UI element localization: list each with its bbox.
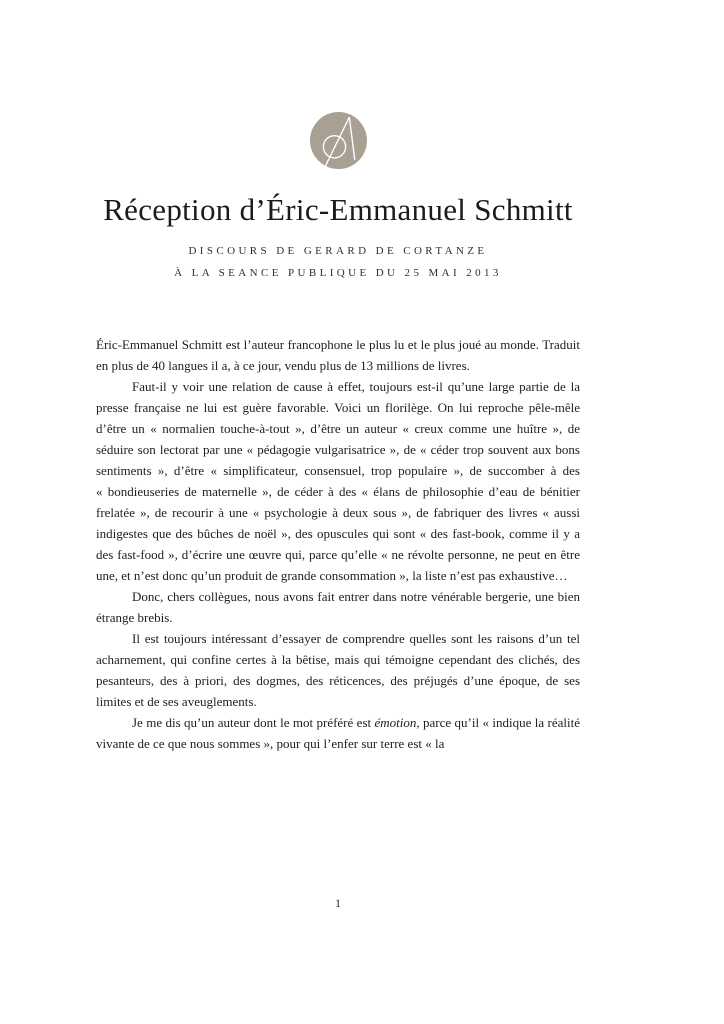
text-run: , parce qu’il « indique la réalité vivante de ce que nous sommes », pour qui l’enfer sur terre est « la bbox=[96, 714, 580, 751]
academie-logo bbox=[96, 0, 580, 169]
text-run: Je me dis qu’un auteur dont le mot préféré est bbox=[132, 714, 375, 730]
paragraph bbox=[96, 586, 580, 628]
text-run: Éric-Emmanuel Schmitt est l’auteur francophone le plus lu et le plus joué au monde. Traduit en plus de 40 langues il a, à ce jour, vendu plus de 13 millions de livres. bbox=[96, 336, 580, 373]
page-number: 1 bbox=[335, 896, 341, 910]
italic-text: émotion bbox=[374, 714, 417, 730]
text-run: Faut-il y voir une relation de cause à effet, toujours est-il qu’une large partie de la presse française ne lui est guère favorable. Voici un florilège. On lui reproche pêle-mêle d’être un « normalien touche-à-tout », d’être un auteur « creux comme une huître », de séduire son lectorat par une « pédagogie vulgarisatrice », de « céder trop souvent aux bons sentiments », d’être « simplificateur, consensuel, trop populaire », de succomber à des « bondieuseries de maternelle », de céder à des « élans de philosophie d’eau de bénitier frelatée », de recourir à une « psychologie à deux sous », de fabriquer des livres « aussi indigestes que des bûches de noël », des opuscules qui sont « des fast-book, comme il y a des fast-food », d’écrire une œuvre qui, parce qu’elle « ne révolte personne, ne peut en être une, et n’est donc qu’un produit de grande consommation », la liste n’est pas exhaustive… bbox=[96, 378, 580, 583]
academie-a-icon bbox=[310, 112, 367, 169]
paragraph bbox=[96, 712, 580, 754]
subtitle-speaker: DISCOURS DE GERARD DE CORTANZE bbox=[188, 244, 488, 257]
paragraph bbox=[96, 628, 580, 712]
paragraph bbox=[96, 334, 580, 376]
text-run: Donc, chers collègues, nous avons fait entrer dans notre vénérable bergerie, une bien étrange brebis. bbox=[96, 588, 580, 625]
page-title: Réception d’Éric-Emmanuel Schmitt bbox=[103, 192, 573, 227]
paragraph bbox=[96, 376, 580, 586]
text-column bbox=[96, 0, 580, 754]
subtitle-session-date: À LA SEANCE PUBLIQUE DU 25 MAI 2013 bbox=[174, 266, 502, 279]
document-body bbox=[96, 334, 580, 754]
text-run: Il est toujours intéressant d’essayer de comprendre quelles sont les raisons d’un tel acharnement, qui confine certes à la bêtise, mais qui témoigne cependant des clichés, des pesanteurs, des à priori, des dogmes, des réticences, des préjugés d’une époque, de ses limites et de ses aveuglements. bbox=[96, 630, 580, 709]
